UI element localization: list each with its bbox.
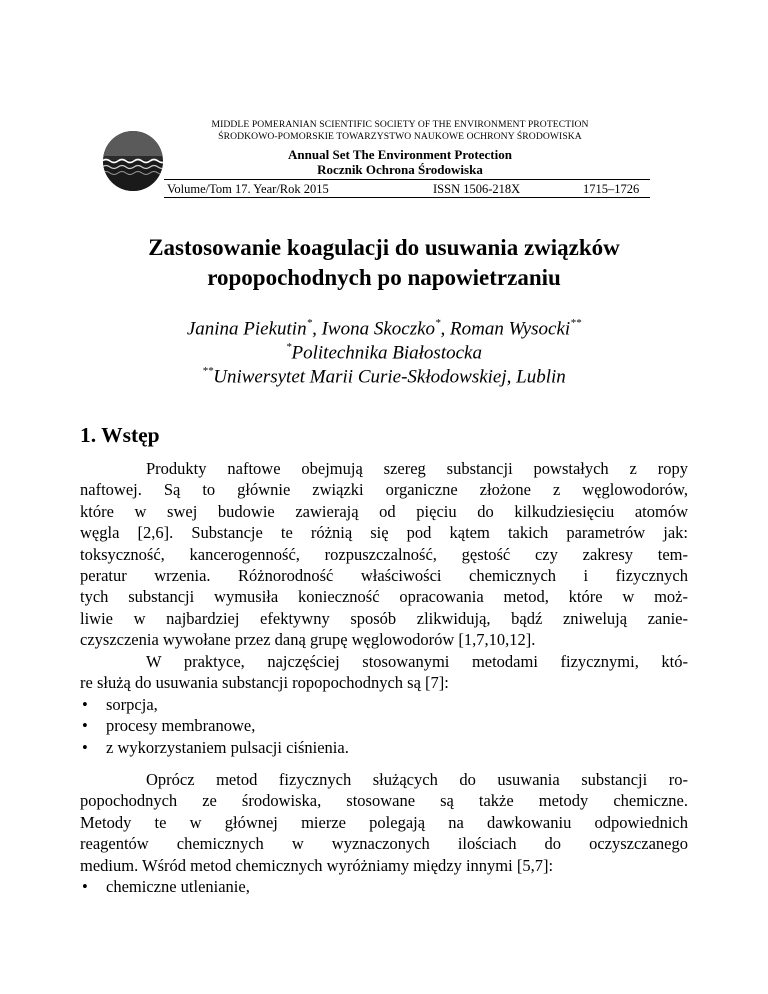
section-heading: 1. Wstęp xyxy=(80,423,160,447)
chemical-methods-list xyxy=(80,876,250,897)
paragraph-1-line: węgla [2,6]. Substancje te różnią się pod kątem takich parametrów jak: xyxy=(80,523,688,543)
paragraph-2-line: re służą do usuwania substancji ropopochodnych są [7]: xyxy=(80,673,449,693)
paragraph-3-line: reagentów chemicznych w wyznaczonych ilościach do oczyszczanego xyxy=(80,834,688,854)
paragraph-3-line: medium. Wśród metod chemicznych wyróżniamy między innymi [5,7]: xyxy=(80,855,554,875)
journal-name-pl: Rocznik Ochrona Środowiska xyxy=(317,162,483,177)
paragraph-1-line: toksyczność, kancerogenność, rozpuszczalność, gęstość czy zakresy tem- xyxy=(80,544,688,564)
list-item: • chemiczne utlenianie, xyxy=(80,876,250,897)
list-item: • sorpcja, xyxy=(80,694,349,715)
author-3-mark: ** xyxy=(570,317,582,329)
paper-title xyxy=(80,233,688,293)
title-line-2: ropopochodnych po napowietrzaniu xyxy=(207,265,561,290)
paragraph-3-line: Oprócz metod fizycznych służących do usuwania substancji ro- xyxy=(146,770,688,789)
paragraph-1-line: czyszczenia wywołane przez daną grupę węglowodorów [1,7,10,12]. xyxy=(80,630,536,650)
paragraph-1-line: peratur wrzenia. Różnorodność właściwości chemicznych i fizycznych xyxy=(80,566,688,586)
page-range: 1715–1726 xyxy=(583,182,640,196)
issn: ISSN 1506-218X xyxy=(433,182,521,196)
paragraph-1-line: które w swej budowie zawierają od pięciu do kilkudziesięciu atomów xyxy=(80,501,688,521)
volume-year: Volume/Tom 17. Year/Rok 2015 xyxy=(167,182,329,196)
author-3: , Roman Wysocki xyxy=(440,318,571,340)
list-item: • procesy membranowe, xyxy=(80,715,349,736)
author-2-mark: * xyxy=(435,317,441,329)
author-1: Janina Piekutin xyxy=(186,318,307,340)
title-line-1: Zastosowanie koagulacji do usuwania związków xyxy=(148,235,620,260)
paragraph-1-line: naftowej. Są to głównie związki organiczne złożone z węglowodorów, xyxy=(80,480,688,500)
paragraph-1 xyxy=(80,458,688,651)
paragraph-1-line: liwie w najbardziej efektywny sposób zlikwidują, bądź zniwelują zanie- xyxy=(80,608,688,628)
affiliation-2-name: Uniwersytet Marii Curie-Skłodowskiej, Lublin xyxy=(213,366,566,388)
journal-name-en: Annual Set The Environment Protection xyxy=(288,147,512,162)
author-2: , Iwona Skoczko xyxy=(312,318,436,340)
author-1-mark: * xyxy=(306,317,313,329)
society-name-pl: ŚRODKOWO-POMORSKIE TOWARZYSTWO NAUKOWE OCHRONY ŚRODOWISKA xyxy=(218,131,582,142)
affiliation-2 xyxy=(80,360,688,389)
paragraph-2 xyxy=(80,651,688,694)
paragraph-1-line: Produkty naftowe obejmują szereg substancji powstałych z ropy xyxy=(146,459,688,478)
header-rule-bottom xyxy=(164,197,650,198)
physical-methods-list xyxy=(80,694,349,758)
affiliation-2-mark: ** xyxy=(202,365,214,377)
paragraph-3-line: popochodnych ze środowiska, stosowane są także metody chemiczne. xyxy=(80,791,688,811)
paragraph-3-line: Metody te w głównej mierze polegają na dawkowaniu odpowiednich xyxy=(80,812,688,832)
affiliation-1-mark: * xyxy=(286,341,292,353)
paragraph-3 xyxy=(80,769,688,876)
paragraph-2-line: W praktyce, najczęściej stosowanymi metodami fizycznymi, któ- xyxy=(146,652,688,671)
list-item: • z wykorzystaniem pulsacji ciśnienia. xyxy=(80,737,349,758)
paragraph-1-line: tych substancji wymusiła konieczność opracowania metod, które w moż- xyxy=(80,587,688,607)
header-rule-top xyxy=(164,179,650,180)
affiliation-1-name: Politechnika Białostocka xyxy=(291,342,482,364)
society-name-en: MIDDLE POMERANIAN SCIENTIFIC SOCIETY OF THE ENVIRONMENT PROTECTION xyxy=(211,119,589,130)
